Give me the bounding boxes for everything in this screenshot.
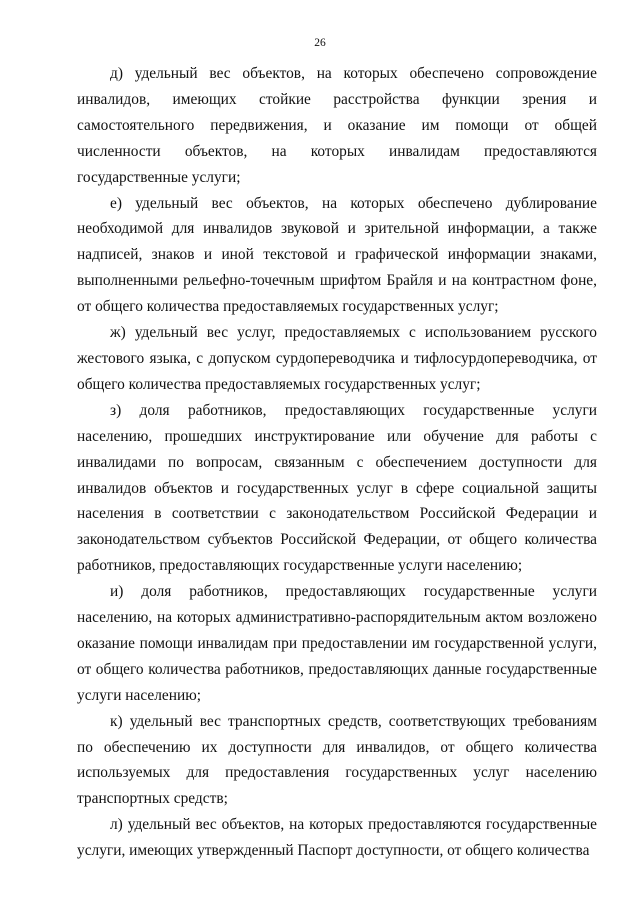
- paragraph-e: е) удельный вес объектов, на которых обеспечено дублирование необходимой для инвалидов звуковой и зрительной информации, а также надписей, знаков и иной текстовой и графической информации знаками, выполненными рельефно-точечным шрифтом Брайля и на контрастном фоне, от общего количества предоставляемых государственных услуг;: [77, 194, 597, 316]
- document-body: [77, 61, 597, 864]
- paragraph-i: и) доля работников, предоставляющих государственные услуги населению, на которых административно-распорядительным актом возложено оказание помощи инвалидам при предоставлении им государственной услуги, от общего количества работников, предоставляющих данные государственные услуги населению;: [77, 583, 597, 704]
- paragraph-d: д) удельный вес объектов, на которых обеспечено сопровождение инвалидов, имеющих стойкие расстройства функции зрения и самостоятельного передвижения, и оказание им помощи от общей численности объектов, на которых инвалидам предоставляются государственные услуги;: [77, 65, 597, 186]
- paragraph-z: з) доля работников, предоставляющих государственные услуги населению, прошедших инструктирование или обучение для работы с инвалидами по вопросам, связанным с обеспечением доступности для инвалидов объектов и государственных услуг в сфере социальной защиты населения в соответствии с законодательством Российской Федерации и законодательством субъектов Российской Федерации, от общего количества работников, предоставляющих государственные услуги населению;: [77, 401, 597, 575]
- paragraph-zh: ж) удельный вес услуг, предоставляемых с использованием русского жестового языка, с допуском сурдопереводчика и тифлосурдопереводчика, от общего количества предоставляемых государственных услуг;: [77, 324, 597, 393]
- page-number: 26: [314, 37, 326, 49]
- paragraph-l: л) удельный вес объектов, на которых предоставляются государственные услуги, имеющих утвержденный Паспорт доступности, от общего количества: [77, 816, 597, 860]
- paragraph-k: к) удельный вес транспортных средств, соответствующих требованиям по обеспечению их доступности для инвалидов, от общего количества используемых для предоставления государственных услуг населению транспортных средств;: [77, 712, 597, 808]
